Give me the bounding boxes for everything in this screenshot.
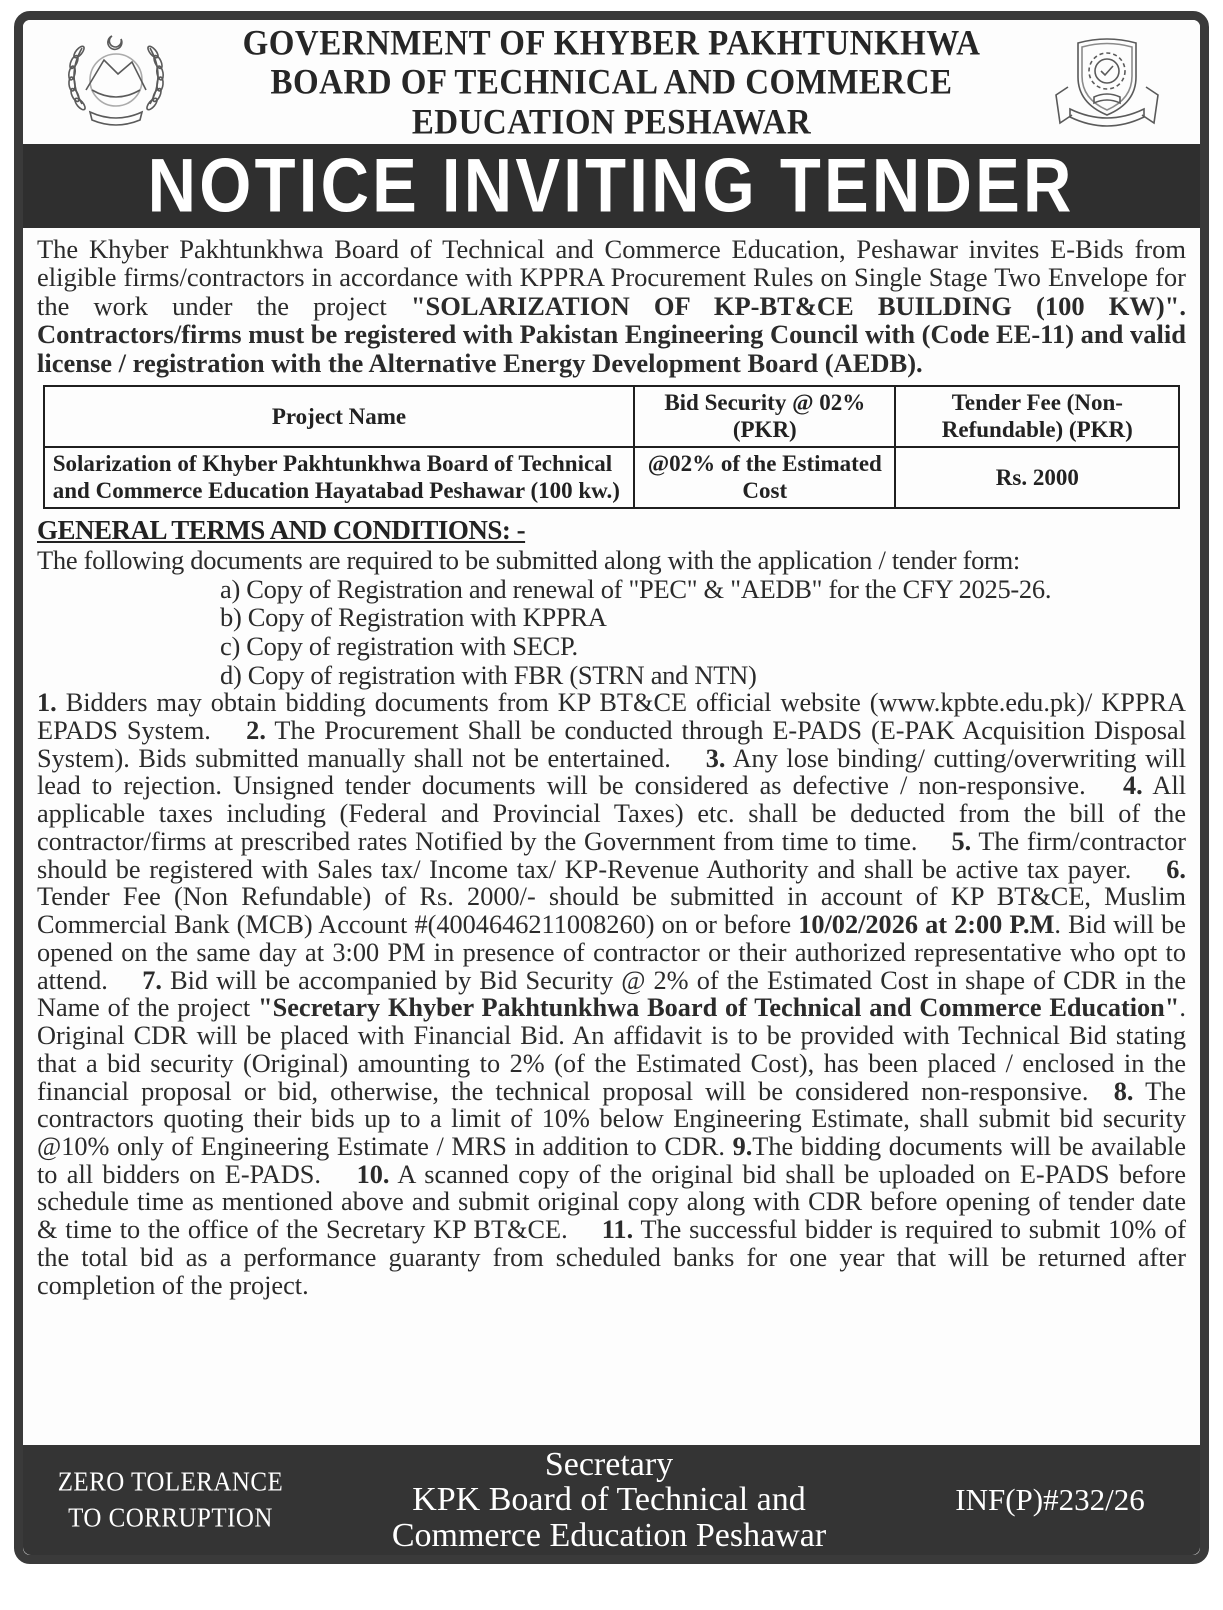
tender-table xyxy=(43,385,1181,509)
anti-corruption-slogan xyxy=(29,1465,312,1536)
required-documents-list xyxy=(37,575,1186,689)
slogan-line1: ZERO TOLERANCE xyxy=(57,1466,284,1498)
list-item: d) Copy of registration with FBR (STRN and NTN) xyxy=(220,659,757,690)
col-header-tender-fee: Tender Fee (Non-Refundable) (PKR) xyxy=(895,386,1179,447)
terms-intro-line: The following documents are required to be submitted along with the application / tender form: xyxy=(37,545,1020,576)
kp-crest-icon xyxy=(52,28,180,138)
col-header-project-name: Project Name xyxy=(44,386,634,447)
header-line2: BOARD OF TECHNICAL AND COMMERCE xyxy=(270,63,953,103)
col-header-bid-security: Bid Security @ 02% (PKR) xyxy=(634,386,895,447)
table-row xyxy=(44,447,1180,508)
cell-bid-security: @02% of the Estimated Cost xyxy=(634,447,895,508)
slogan-line2: TO CORRUPTION xyxy=(68,1502,273,1533)
cell-tender-fee: Rs. 2000 xyxy=(895,447,1179,508)
notice-banner xyxy=(23,144,1200,228)
kp-government-logo xyxy=(41,28,191,138)
list-item: c) Copy of registration with SECP. xyxy=(220,631,578,661)
list-item: a) Copy of Registration and renewal of "PEC" & "AEDB" for the CFY 2025-26. xyxy=(220,573,1052,604)
advertisement-ref-number: INF(P)#232/26 xyxy=(955,1482,1145,1517)
header-line1: GOVERNMENT OF KHYBER PAKHTUNKHWA xyxy=(242,24,981,63)
signature-block xyxy=(318,1447,900,1552)
banner-title: NOTICE INVITING TENDER xyxy=(148,144,1075,228)
page-title xyxy=(204,24,1020,142)
header xyxy=(23,20,1200,144)
footer-band xyxy=(23,1445,1200,1555)
notice-body xyxy=(23,228,1200,1445)
terms-heading: GENERAL TERMS AND CONDITIONS: - xyxy=(37,515,526,546)
list-item: b) Copy of Registration with KPPRA xyxy=(220,602,607,633)
conditions-paragraph: 1. Bidders may obtain bidding documents from KP BT&CE official website (www.kpbte.edu.pk)/ KPPRA EPADS System. 2. The Procurement Shall be conducted through E-PADS (E-PAK Acquisition Disposal System). Bids submitted manually shall not be entertained. 3. Any lose binding/ cutting/overwriting will lead to rejection. Unsigned tender documents will be considered as defective / non-responsive. 4. All applicable taxes including (Federal and Provincial Taxes) etc. shall be deducted from the bill of the contractor/firms at prescribed rates Notified by the Government from time to time. 5. The firm/contractor should be registered with Sales tax/ Income tax/ KP-Revenue Authority and shall be active tax payer. 6. Tender Fee (Non Refundable) of Rs. 2000/- should be submitted in account of KP BT&CE, Muslim Commercial Bank (MCB) Account #(4004646211008260) on or before 10/02/2026 at 2:00 P.M. Bid will be opened on the same day at 3:00 PM in presence of contractor or their authorized representative who opt to attend. 7. Bid will be accompanied by Bid Security @ 2% of the Estimated Cost in shape of CDR in the Name of the project "Secretary Khyber Pakhtunkhwa Board of Technical and Commerce Education". Original CDR will be placed with Financial Bid. An affidavit is to be provided with Technical Bid stating that a bid security (Original) amounting to 2% (of the Estimated Cost), has been placed / enclosed in the financial proposal or bid, otherwise, the technical proposal will be considered non-responsive. 8. The contractors quoting their bids up to a limit of 10% below Engineering Estimate, shall submit bid security @10% only of Engineering Estimate / MRS in addition to CDR. 9.The bidding documents will be available to all bidders on E-PADS. 10. A scanned copy of the original bid shall be uploaded on E-PADS before schedule time as mentioned above and submit original copy along with CDR before opening of tender date & time to the office of the Secretary KP BT&CE. 11. The successful bidder is required to submit 10% of the total bid as a performance guaranty from scheduled banks for one year that will be returned after completion of the project. xyxy=(37,688,1193,1300)
tender-notice-page xyxy=(14,11,1209,1564)
signature-org-line2: Commerce Education Peshawar xyxy=(391,1516,827,1554)
board-emblem-logo xyxy=(1032,29,1182,137)
intro-paragraph: The Khyber Pakhtunkhwa Board of Technical and Commerce Education, Peshawar invites E-Bids from eligible firms/contractors in accordance with KPPRA Procurement Rules on Single Stage Two Envelope for the work under the project "SOLARIZATION OF KP-BT&CE BUILDING (100 KW)". Contractors/firms must be registered with Pakistan Engineering Council with (Code EE-11) and valid license / registration with the Alternative Energy Development Board (AEDB). xyxy=(37,234,1193,378)
signature-title: Secretary xyxy=(544,1446,674,1484)
header-line3: EDUCATION PESHAWAR xyxy=(411,102,812,142)
signature-org-line1: KPK Board of Technical and xyxy=(412,1481,806,1519)
cell-project-name: Solarization of Khyber Pakhtunkhwa Board of Technical and Commerce Education Hayatabad Peshawar (100 kw.) xyxy=(44,447,634,508)
board-shield-icon xyxy=(1046,29,1168,137)
table-header-row xyxy=(44,386,1180,447)
